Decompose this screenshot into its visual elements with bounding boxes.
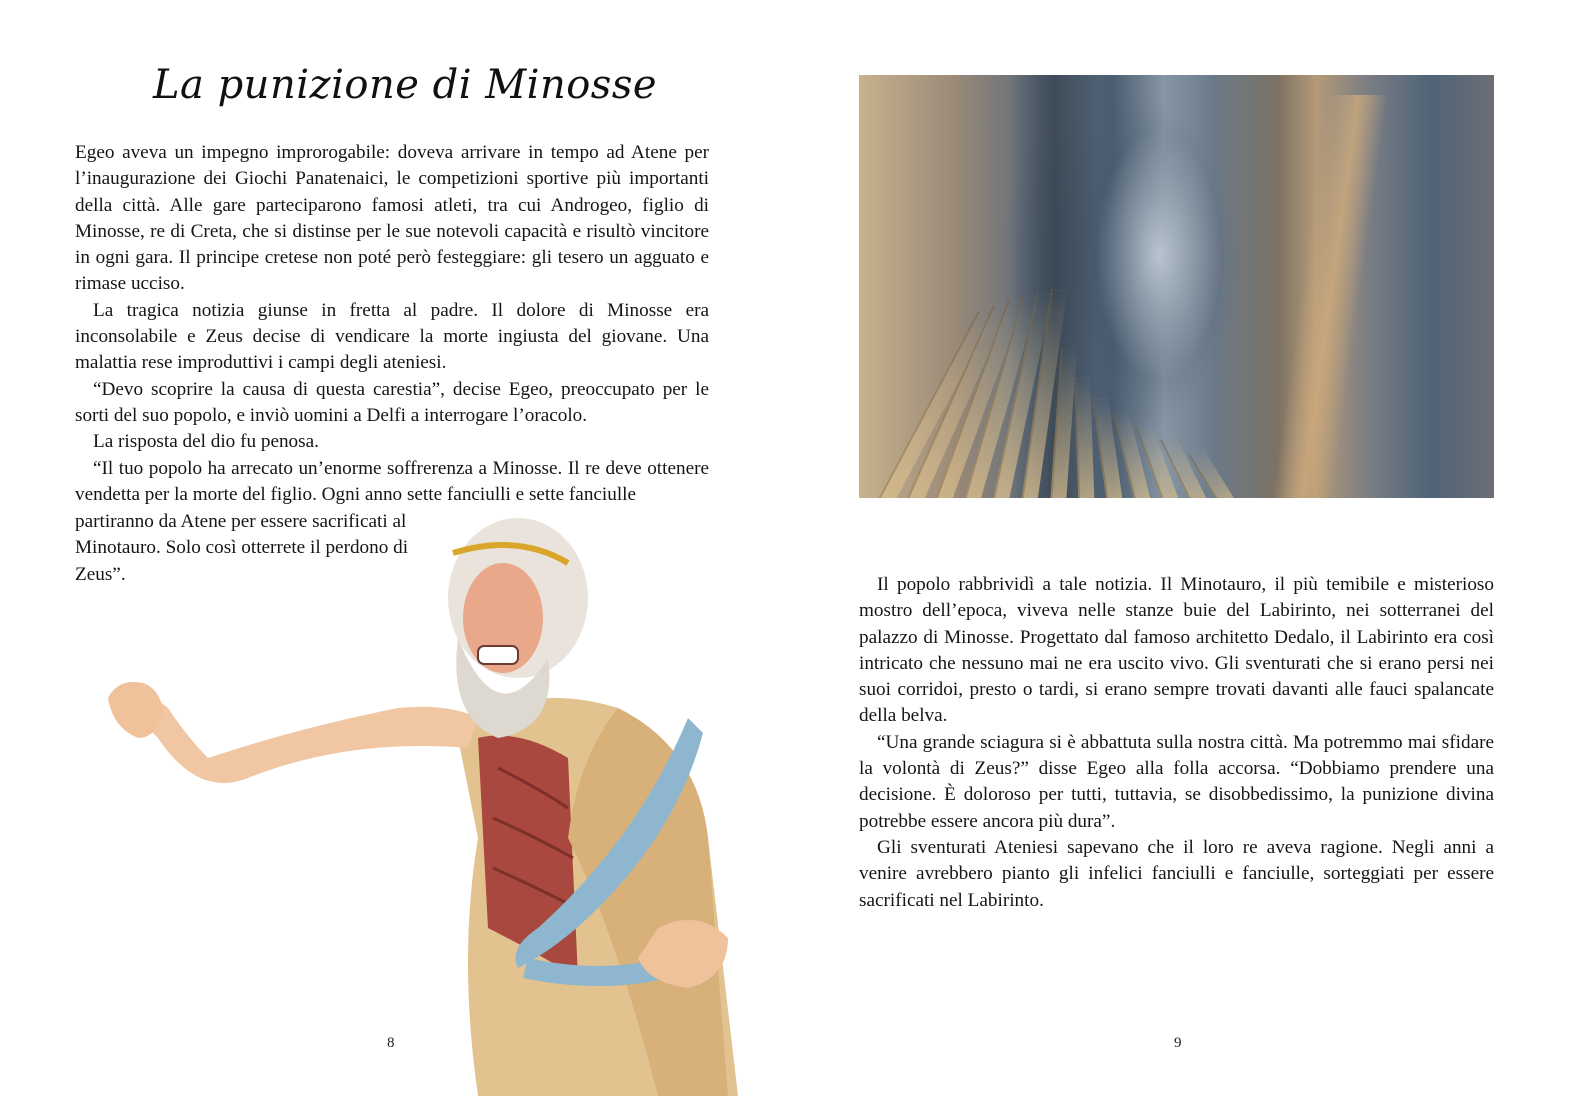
page-number: 9 [1174, 1035, 1182, 1051]
page-number: 8 [387, 1035, 395, 1051]
paragraph: partiranno da Atene per essere sacrificati al Minotauro. Solo così otterrete il perdono di Zeus”. [75, 511, 409, 585]
left-page [0, 0, 793, 1096]
paragraph: “Devo scoprire la causa di questa carestia”, decise Egeo, preoccupato per le sorti del suo popolo, e inviò uomini a Delfi a interrogare l’oracolo. [75, 378, 709, 426]
paragraph: Il popolo rabbrividì a tale notizia. Il Minotauro, il più temibile e misterioso mostro dell’epoca, viveva nelle stanze buie del Labirinto, nei sotterranei del palazzo di Minosse. Progettato dal famoso architetto Dedalo, il Labirinto era così intricato che nessuno mai ne era uscito vivo. Gli sventurati che si erano persi nei suoi corridoi, presto o tardi, si erano sempre trovati davanti alle fauci spalancate della belva. [859, 574, 1494, 727]
paragraph: Egeo aveva un impegno improrogabile: doveva arrivare in tempo ad Atene per l’inaugurazione dei Giochi Panatenaici, le competizioni sportive più importanti della città. Alle gare parteciparono famosi atleti, tra cui Androgeo, figlio di Minosse, re di Creta, che si distinse per le sue notevoli capacità e risultò vincitore in ogni gara. Il principe cretese non poté però festeggiare: gli tesero un agguato e rimase ucciso. [75, 142, 709, 295]
paragraph: “Una grande sciagura si è abbattuta sulla nostra città. Ma potremmo mai sfidare la volontà di Zeus?” disse Egeo alla folla accorsa. “Dobbiamo prendere una decisione. È doloroso per tutti, tuttavia, se disobbedissimo, la punizione divina potrebbe essere ancora più dura”. [859, 731, 1494, 832]
paragraph: La risposta del dio fu penosa. [93, 431, 319, 453]
right-body-text [859, 572, 1494, 914]
chapter-title: La punizione di Minosse [152, 62, 658, 108]
paragraph: La tragica notizia giunse in fretta al padre. Il dolore di Minosse era inconsolabile e Zeus decise di vendicare la morte ingiusta del giovane. Una malattia rese improduttivi i campi degli ateniesi. [75, 299, 709, 374]
paragraph: “Il tuo popolo ha arrecato un’enorme soffrerenza a Minosse. Il re deve ottenere vendetta per la morte del figlio. Ogni anno sette fanciulli e sette fanciulle [75, 457, 709, 505]
right-page [793, 0, 1587, 1096]
king-minos-illustration [98, 508, 758, 1096]
paragraph: Gli sventurati Ateniesi sapevano che il loro re aveva ragione. Negli anni a venire avrebbero pianto gli infelici fanciulli e fanciulle, sorteggiati per essere sacrificati nel Labirinto. [859, 836, 1494, 911]
labyrinth-cave-painting [859, 75, 1494, 498]
left-body-text [75, 140, 709, 508]
